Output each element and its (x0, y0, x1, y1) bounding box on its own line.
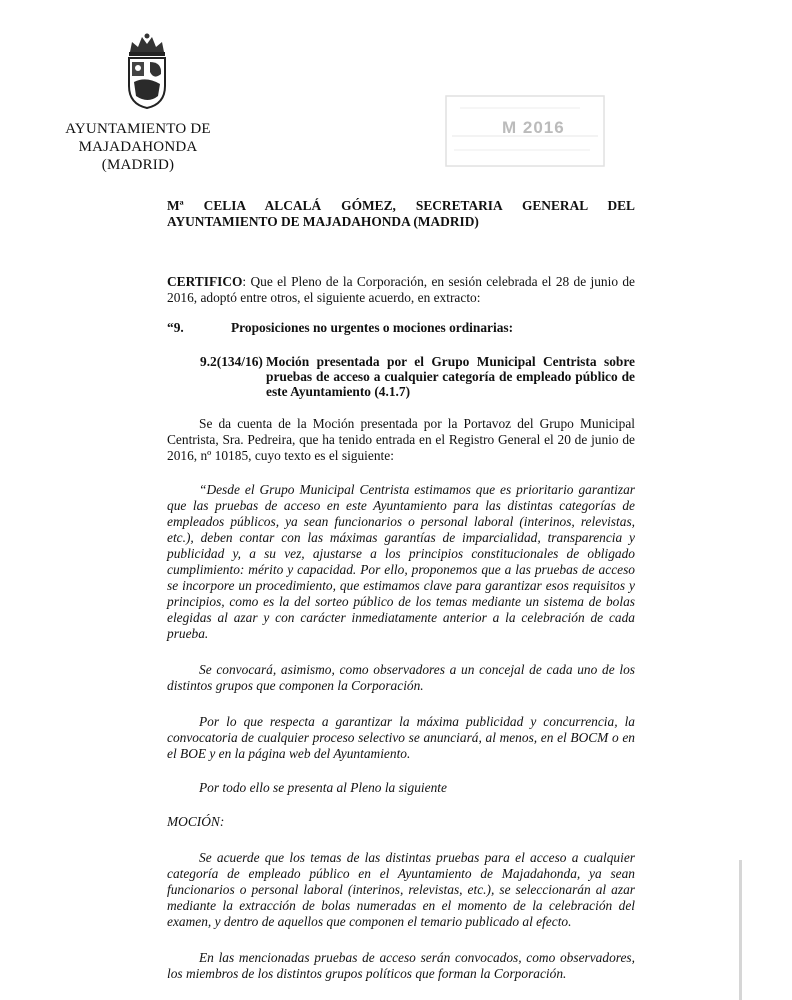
stamp-date: M 2016 (502, 118, 565, 137)
scan-artifact (739, 860, 742, 1000)
motion-title: Moción presentada por el Grupo Municipal Centrista sobre pruebas de acceso a cualquier categoría de empleado público de este Ayuntamiento (4.1.7) (266, 354, 635, 399)
municipality-header (60, 120, 216, 174)
motion-heading (200, 354, 635, 399)
signer-line-1: Mª CELIA ALCALÁ GÓMEZ, SECRETARIA GENERAL DEL (167, 198, 635, 213)
coat-of-arms-icon (124, 32, 170, 110)
agenda-point-number: “9. (167, 320, 184, 335)
entity-line-1: AYUNTAMIENTO DE (65, 121, 211, 137)
quote-paragraph-2: Se convocará, asimismo, como observadores a un concejal de cada uno de los distintos grupos que componen la Corporación. (167, 662, 635, 693)
certifico-paragraph (167, 274, 635, 306)
agenda-point-title: Proposiciones no urgentes o mociones ordinarias: (231, 320, 514, 335)
certifico-label: CERTIFICO (167, 274, 243, 289)
quote-paragraph-1: “Desde el Grupo Municipal Centrista estimamos que es prioritario garantizar que las pruebas de acceso en este Ayuntamiento para las distintas categorías de empleados públicos, ya sean funcionarios o personal laboral (interinos, relevistas, etc.), deben contar con las máximas garantías de imparcialidad, transparencia y publicidad y, a su vez, ajustarse a los principios constitucionales de obligado cumplimiento: mérito y capacidad. Por ello, proponemos que a las pruebas de acceso se incorpore un procedimiento, que estimamos clave para garantizar esos requisitos y principios, como es la del sorteo público de los temas mediante un sistema de bolas elegidas al azar y con carácter inmediatamente anterior a la celebración de cada prueba. (167, 482, 635, 641)
document-body (167, 198, 635, 982)
quote-paragraph-3: Por lo que respecta a garantizar la máxima publicidad y concurrencia, la convocatoria de cualquier proceso selectivo se anunciará, al menos, en el BOCM o en el BOE y en la página web del Ayuntamiento. (167, 714, 635, 761)
entity-line-2: MAJADAHONDA (78, 139, 198, 155)
entity-line-3: (MADRID) (101, 157, 175, 173)
signer-line-2: AYUNTAMIENTO DE MAJADAHONDA (MADRID) (167, 214, 479, 229)
quote-paragraph-5: Se acuerde que los temas de las distintas pruebas para el acceso a cualquier categoría de empleado público en el Ayuntamiento de Majadahonda, ya sean funcionarios o personal laboral (interinos, relevistas, etc.), se seleccionarán al azar mediante la extracción de bolas numeradas en el momento de la celebración del examen, y dentro de aquellos que componen el temario publicado al efecto. (167, 850, 635, 929)
quote-paragraph-6: En las mencionadas pruebas de acceso serán convocados, como observadores, los miembros de los distintos grupos políticos que forman la Corporación. (167, 950, 635, 981)
mocion-label: MOCIÓN: (167, 814, 225, 829)
certifico-text: : Que el Pleno de la Corporación, en sesión celebrada el 28 de junio de 2016, adoptó entre otros, el siguiente acuerdo, en extracto: (167, 274, 635, 305)
intro-paragraph: Se da cuenta de la Moción presentada por la Portavoz del Grupo Municipal Centrista, Sra. Pedreira, que ha tenido entrada en el Registro General el 20 de junio de 2016, nº 10185, cuyo texto es el siguiente: (167, 416, 635, 463)
agenda-point (167, 320, 635, 336)
motion-code: 9.2(134/16) (200, 354, 263, 369)
quote-paragraph-4: Por todo ello se presenta al Pleno la siguiente (199, 780, 447, 795)
